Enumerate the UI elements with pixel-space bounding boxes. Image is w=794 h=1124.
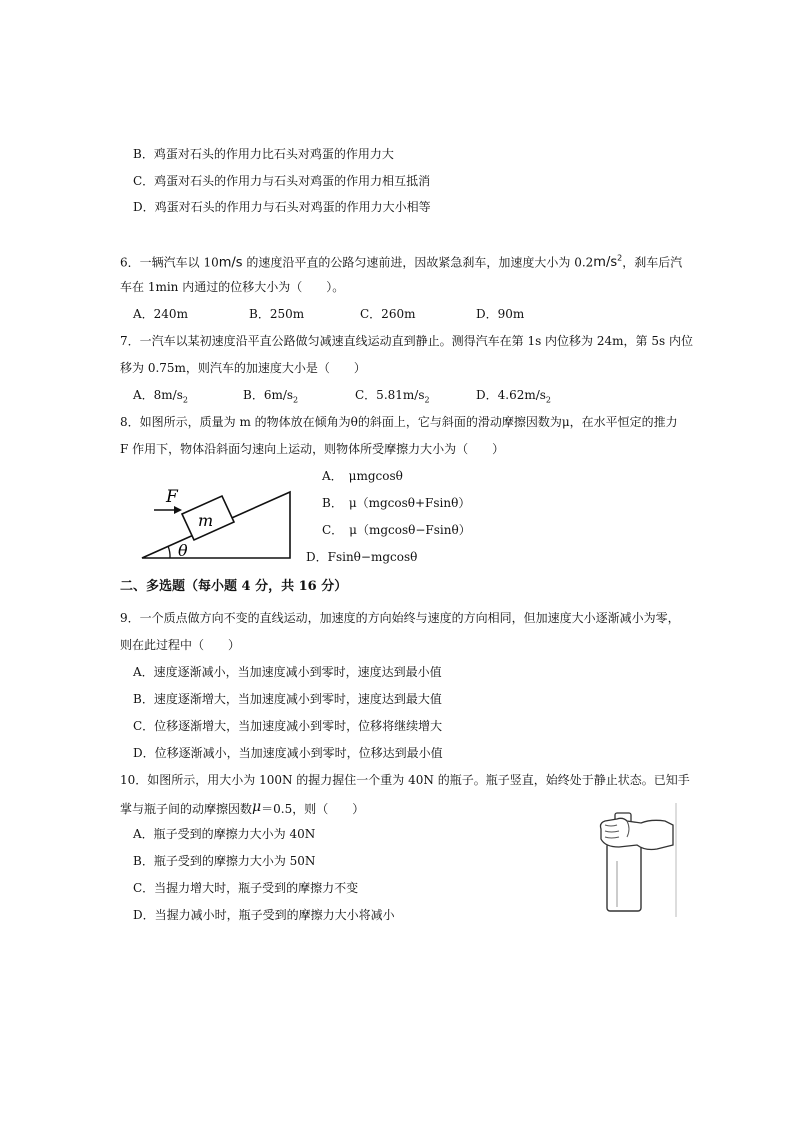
q7-stem-line2: 移为 0.75m，则汽车的加速度大小是（ ）	[120, 361, 366, 375]
mu-symbol: μ	[252, 799, 262, 815]
angle-arc	[168, 546, 170, 558]
unit-m-per-s2: $m/s^2$	[593, 254, 623, 271]
section-heading-multiple-choice: 二、多选题（每小题 4 分，共 16 分）	[120, 579, 348, 594]
q7-option-d: D．$4.62m/s_2$	[476, 388, 552, 405]
q5-option-d: D．鸡蛋对石头的作用力与石头对鸡蛋的作用力大小相等	[133, 200, 431, 214]
q10-option-d: D．当握力减小时，瓶子受到的摩擦力大小将减小	[133, 908, 395, 922]
force-arrow	[154, 506, 182, 514]
q6-options-row	[0, 306, 794, 322]
q7-options-row	[0, 387, 794, 403]
theta-label: θ	[178, 541, 188, 560]
q5-option-b: B．鸡蛋对石头的作用力比石头对鸡蛋的作用力大	[133, 147, 394, 161]
q6-option-b: B．250m	[249, 307, 305, 321]
q7-option-a: A．$8m/s_2$	[133, 388, 188, 405]
q7-option-b: B．$6m/s_2$	[243, 388, 299, 405]
q10-stem-line2: 掌与瓶子间的动摩擦因数μ＝0.5，则（ ）	[120, 799, 365, 816]
q9-stem-line2: 则在此过程中（ ）	[120, 638, 241, 652]
q9-stem-line1: 9．一个质点做方向不变的直线运动，加速度的方向始终与速度的方向相同，但加速度大小逐渐减小为零，	[120, 611, 680, 625]
q8-option-a: A． μmgcosθ	[322, 469, 403, 483]
bottle-hand-figure	[597, 803, 679, 917]
q8-stem-line2: F 作用下，物体沿斜面匀速向上运动，则物体所受摩擦力大小为（ ）	[120, 442, 505, 456]
q6-option-a: A．240m	[133, 307, 188, 321]
force-label: F	[166, 487, 178, 507]
q9-option-d: D．位移逐渐减小，当加速度减小到零时，位移达到最小值	[133, 746, 443, 760]
hand	[601, 818, 674, 849]
q6-option-c: C．260m	[360, 307, 416, 321]
q9-option-b: B．速度逐渐增大，当加速度减小到零时，速度达到最大值	[133, 692, 442, 706]
mass-label: m	[198, 511, 214, 530]
q7-option-c: C．$5.81m/s_2$	[355, 388, 430, 405]
q9-option-c: C．位移逐渐增大，当加速度减小到零时，位移将继续增大	[133, 719, 443, 733]
q6-option-d: D．90m	[476, 307, 525, 321]
incline-figure	[138, 478, 298, 562]
q6-stem-line1: 6．一辆汽车以 10m/s 的速度沿平直的公路匀速前进，因故紧急刹车，加速度大小为 $0.2m/s^2$，刹车后汽	[120, 254, 683, 271]
q10-option-c: C．当握力增大时，瓶子受到的摩擦力不变	[133, 881, 359, 895]
q5-option-c: C．鸡蛋对石头的作用力与石头对鸡蛋的作用力相互抵消	[133, 174, 431, 188]
q10-option-b: B．瓶子受到的摩擦力大小为 50N	[133, 854, 316, 868]
q9-option-a: A．速度逐渐减小，当加速度减小到零时，速度达到最小值	[133, 665, 442, 679]
q8-option-d: D．Fsinθ−mgcosθ	[306, 550, 418, 564]
q8-stem-line1: 8．如图所示，质量为 m 的物体放在倾角为θ的斜面上，它与斜面的滑动摩擦因数为μ，在水平恒定的推力	[120, 415, 678, 429]
unit-m-per-s: m/s	[218, 255, 243, 271]
q10-option-a: A．瓶子受到的摩擦力大小为 40N	[133, 827, 316, 841]
q7-stem-line1: 7．一汽车以某初速度沿平直公路做匀减速直线运动直到静止。测得汽车在第 1s 内位移为 24m，第 5s 内位	[120, 334, 693, 348]
q8-option-b: B． μ（mgcosθ+Fsinθ）	[322, 496, 471, 510]
q6-stem-line2: 车在 1min 内通过的位移大小为（ ）。	[120, 280, 345, 294]
q10-stem-line1: 10．如图所示，用大小为 100N 的握力握住一个重为 40N 的瓶子。瓶子竖直，始终处于静止状态。已知手	[120, 773, 690, 787]
q8-option-c: C． μ（mgcosθ−Fsinθ）	[322, 523, 471, 537]
